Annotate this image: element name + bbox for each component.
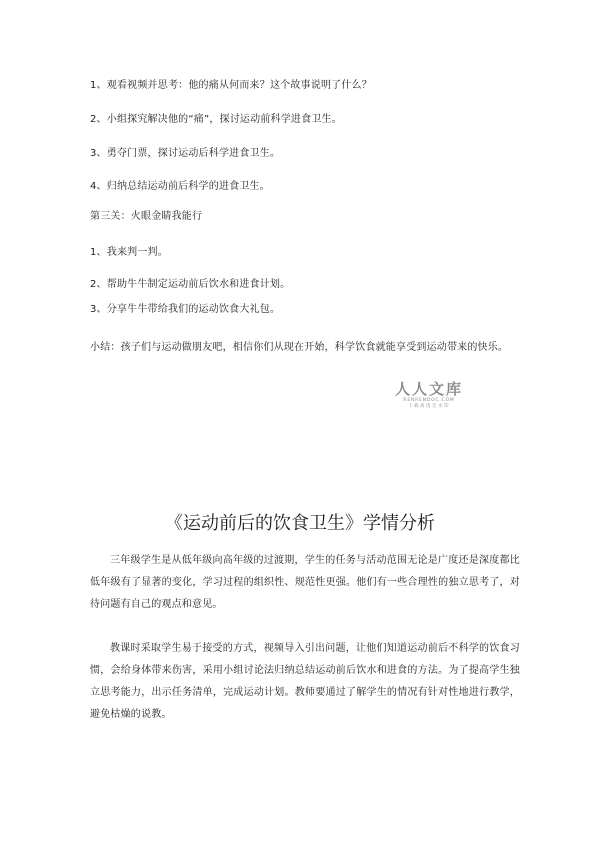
level-three-item-2: 2、帮助牛牛制定运动前后饮水和进食计划。 xyxy=(90,279,291,290)
level-three-heading: 第三关：火眼金睛我能行 xyxy=(90,211,203,222)
watermark-main-text: 人人文库 xyxy=(394,380,463,398)
watermark-tag-text: 下载高清无水印 xyxy=(408,404,450,409)
step-2-text: 2、小组探究解决他的“痛”，探讨运动前科学进食卫生。 xyxy=(90,114,342,125)
step-4-text: 4、归纳总结运动前后科学的进食卫生。 xyxy=(90,181,270,192)
level-three-item-3: 3、分享牛牛带给我们的运动饮食大礼包。 xyxy=(90,304,281,315)
step-1-text: 1、观看视频并思考：他的痛从何而来？这个故事说明了什么？ xyxy=(90,80,372,91)
analysis-paragraph-2: 教课时采取学生易于接受的方式，视频导入引出问题，让他们知道运动前后不科学的饮食习惯，会给身体带来伤害，采用小组讨论法归纳总结运动前后饮水和进食的方法。为了提高学生独立思考能力，出示任务清单，完成运动计划。教师要通过了解学生的情况有针对性地进行教学，避免枯燥的说教。 xyxy=(90,643,520,720)
step-3-text: 3、勇夺门票，探讨运动后科学进食卫生。 xyxy=(90,148,281,159)
analysis-paragraph-1: 三年级学生是从低年级向高年级的过渡期，学生的任务与活动范围无论是广度还是深度都比低年级有了显著的变化，学习过程的组织性、规范性更强。他们有一些合理性的独立思考了，对待问题有自己的观点和意见。 xyxy=(90,555,520,610)
summary-text: 小结：孩子们与运动做朋友吧，相信你们从现在开始，科学饮食就能享受到运动带来的快乐。 xyxy=(90,342,509,353)
watermark-site-text: RENRENDOC.COM xyxy=(403,398,455,403)
level-three-item-1: 1、我来判一判。 xyxy=(90,247,168,258)
renrendoc-watermark-logo xyxy=(384,380,474,410)
analysis-title: 《运动前后的饮食卫生》学情分析 xyxy=(165,513,435,534)
